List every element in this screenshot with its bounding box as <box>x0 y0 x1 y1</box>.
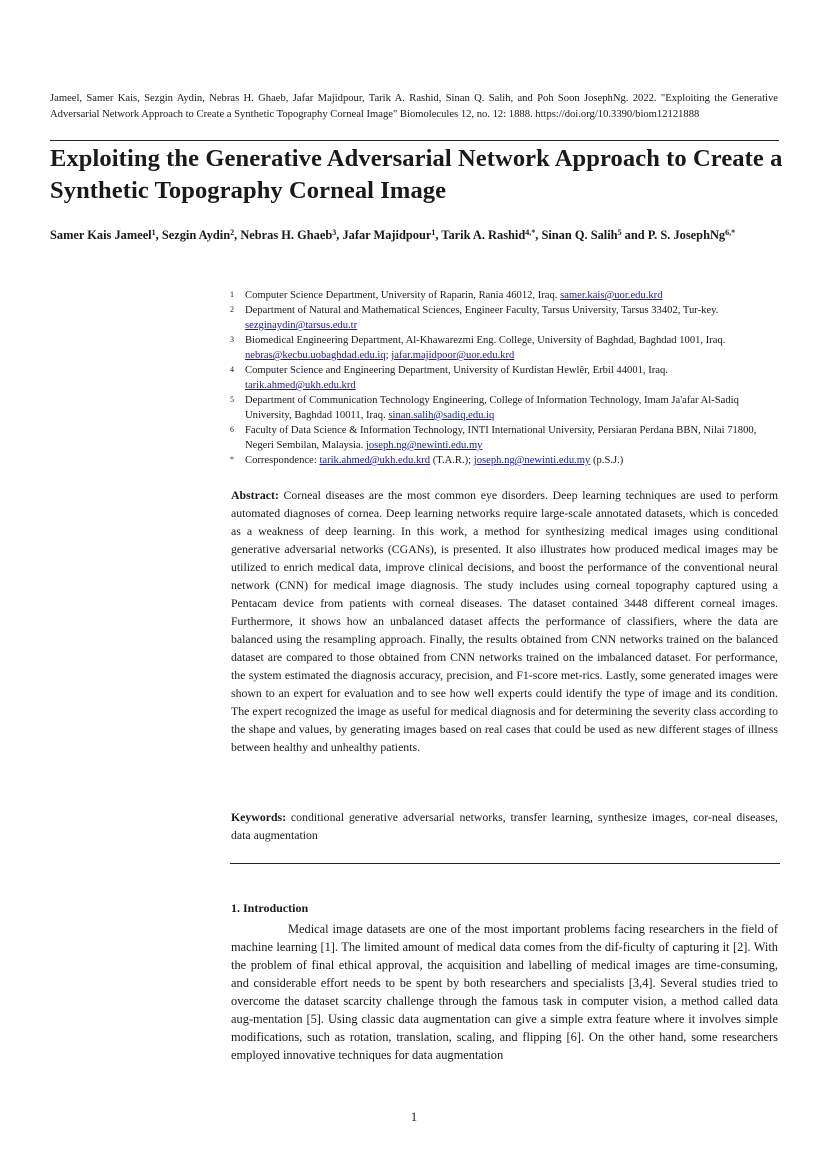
affiliation-text: Department of Natural and Mathematical Sciences, Engineer Faculty, Tarsus University, Tarsus 33402, Tur-key. <box>245 305 719 316</box>
affiliation-item <box>230 288 778 303</box>
author-affiliation-sup: 6,* <box>725 228 736 237</box>
affiliation-marker: 2 <box>230 305 234 314</box>
page-number: 1 <box>410 1110 418 1124</box>
affiliation-marker: 5 <box>230 395 234 404</box>
affiliation-item <box>230 423 778 453</box>
author-separator: , <box>336 228 343 242</box>
email-link[interactable]: joseph.ng@newinti.edu.my <box>365 440 483 451</box>
email-link[interactable]: tarik.ahmed@ukh.edu.krd <box>245 380 356 391</box>
affiliation-list <box>230 288 778 468</box>
author-name: Sinan Q. Salih <box>541 228 618 242</box>
email-link[interactable]: nebras@kecbu.uobaghdad.edu.iq <box>245 350 386 361</box>
author-affiliation-sup: 1 <box>431 228 436 237</box>
citation-header: Jameel, Samer Kais, Sezgin Aydin, Nebras H. Ghaeb, Jafar Majidpour, Tarik A. Rashid, Sinan Q. Salih, and Poh Soon JosephNg. 2022. "Exploiting the Generative Adversarial Network Approach to Create a Synthetic Topography Corneal Image" Biomolecules 12, no. 12: 1888. https://doi.org/10.3390/biom12121888 <box>50 93 778 120</box>
email-link[interactable]: sezginaydin@tarsus.edu.tr <box>245 320 358 331</box>
keywords-label: Keywords: <box>231 810 287 824</box>
author-separator: , <box>155 228 162 242</box>
introduction-paragraph: Medical image datasets are one of the most important problems facing researchers in the field of machine learning [1]. The limited amount of medical data comes from the dif-ficulty of capturing it [2]. With the problem of final ethical approval, the acquisition and labelling of medical images are time-consuming, and considerable effort needs to be spent by both researchers and specialists [3,4]. Several studies tried to overcome the dataset scarcity challenge through the famous task in computer vision, a method called data aug-mentation [5]. Using classic data augmentation can give a simple extra feature where it involves simple modifications, such as rotation, translation, scaling, and flipping [6]. On the other hand, some researchers employed innovative techniques for data augmentation <box>231 922 778 1062</box>
author-affiliation-sup: 3 <box>332 228 337 237</box>
author-affiliation-sup: 2 <box>230 228 235 237</box>
author-separator: , <box>234 228 241 242</box>
affiliation-marker: 4 <box>230 365 234 374</box>
author-name: Sezgin Aydin <box>161 228 231 242</box>
correspondence-note: (T.A.R.); <box>430 455 474 466</box>
abstract-label: Abstract: <box>231 488 279 502</box>
header-divider <box>50 140 779 141</box>
keywords <box>231 808 778 844</box>
email-link[interactable]: samer.kais@uor.edu.krd <box>560 290 663 301</box>
author-separator: , <box>535 228 542 242</box>
section-heading: 1. Introduction <box>231 901 309 915</box>
author-name: P. S. JosephNg <box>647 228 726 242</box>
affiliation-text: Department of Communication Technology Engineering, College of Information Technology, Imam Ja'afar Al-Sadiq University, Baghdad 10011, Iraq. <box>245 395 739 421</box>
abstract-text: Corneal diseases are the most common eye disorders. Deep learning techniques are used to perform automated diagnoses of cornea. Deep learning networks require large-scale annotated datasets, which is conceded as a weakness of deep learning. In this work, a method for synthesizing medical images using conditional generative adversarial networks (CGANs), is presented. It also illustrates how produced medical images may be utilized to enrich medical data, improve clinical decisions, and boost the performance of the conventional neural network (CNN) for medical image diagnosis. The study includes using corneal topography captured using a Pentacam device from patients with corneal diseases. The dataset contained 3448 different corneal images. Furthermore, it shows how an unbalanced dataset affects the performance of classifiers, where the data are balanced using the resampling approach. Finally, the results obtained from CNN networks trained on the balanced dataset are compared to those obtained from CNN networks trained on the imbalanced dataset. For performance, the system estimated the diagnosis accuracy, precision, and F1-score met-rics. Lastly, some generated images were shown to an expert for evaluation and to see how well experts could identify the type of image and its condition. The expert recognized the image as useful for medical diagnosis and for determining the severity class according to the shape and values, by generating images based on real cases that could be used as new different stages of illness between healthy and unhealthy patients. <box>231 488 778 754</box>
author-name: Tarik A. Rashid <box>441 228 526 242</box>
correspondence <box>230 453 778 468</box>
keywords-text: conditional generative adversarial networks, transfer learning, synthesize images, cor-neal diseases, data augmentation <box>231 810 778 842</box>
author-affiliation-sup: 5 <box>617 228 622 237</box>
affiliation-text: Faculty of Data Science & Information Technology, INTI International University, Persiaran Perdana BBN, Nilai 71800, Negeri Sembilan, Malaysia. <box>245 425 757 451</box>
correspondence-note: (p.S.J.) <box>590 455 624 466</box>
author-separator: , <box>435 228 442 242</box>
author-affiliation-sup: 4,* <box>525 228 536 237</box>
author-affiliation-sup: 1 <box>151 228 156 237</box>
affiliation-marker: 3 <box>230 335 234 344</box>
author-separator: and <box>621 228 648 242</box>
correspondence-label: Correspondence: <box>245 455 320 466</box>
affiliation-text: Computer Science and Engineering Department, University of Kurdistan Hewlêr, Erbil 44001, Iraq. <box>245 365 668 376</box>
affiliation-item <box>230 393 778 423</box>
section-divider <box>230 863 780 864</box>
paper-title: Exploiting the Generative Adversarial Network Approach to Create a Synthetic Topography Corneal Image <box>50 145 783 204</box>
email-link[interactable]: sinan.salih@sadiq.edu.iq <box>388 410 495 421</box>
affiliation-text: Biomedical Engineering Department, Al-Khawarezmi Eng. College, University of Baghdad, Baghdad 1001, Iraq. <box>245 335 726 346</box>
affiliation-text: Computer Science Department, University of Raparin, Rania 46012, Iraq. <box>245 290 561 301</box>
correspondence-email-link[interactable]: joseph.ng@newinti.edu.my <box>473 455 591 466</box>
affiliation-item <box>230 363 778 393</box>
author-list <box>50 226 780 245</box>
author-name: Samer Kais Jameel <box>50 228 152 242</box>
abstract <box>231 486 778 756</box>
affiliation-marker: 1 <box>230 290 234 299</box>
author-name: Nebras H. Ghaeb <box>240 228 333 242</box>
affiliation-item: 3 Biomedical Engineering Department, Al-Khawarezmi Eng. College, University of Baghdad, Baghdad 1001, Iraq. nebras@kecbu.uobaghdad.edu.iq; jafar.majidpoor@uor.edu.krd <box>230 335 726 361</box>
affiliation-marker: 6 <box>230 425 234 434</box>
email-link[interactable]: jafar.majidpoor@uor.edu.krd <box>391 350 515 361</box>
correspondence-email-link[interactable]: tarik.ahmed@ukh.edu.krd <box>319 455 431 466</box>
author-name: Jafar Majidpour <box>342 228 432 242</box>
affiliation-item <box>230 303 778 333</box>
correspondence-marker: * <box>230 455 234 464</box>
